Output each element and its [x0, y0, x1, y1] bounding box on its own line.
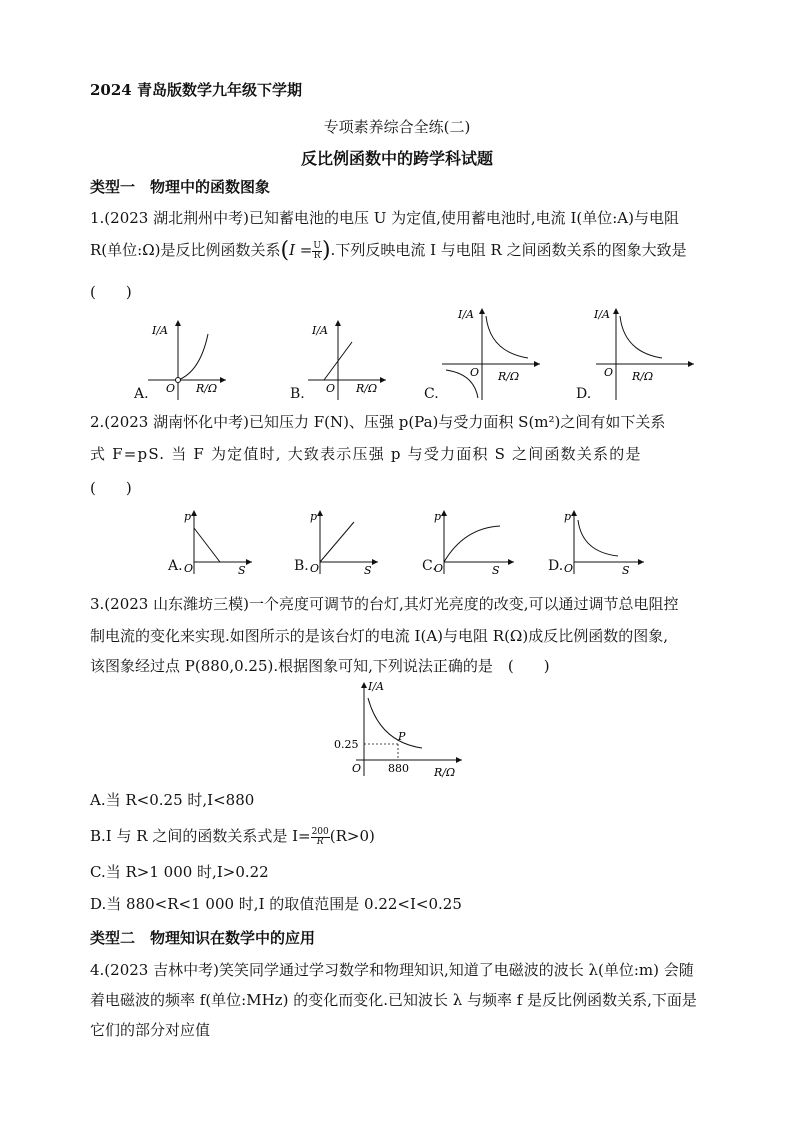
q3-x-tick: 880 [388, 762, 409, 775]
q3-y-tick: 0.25 [334, 738, 359, 751]
q3-option-b-den: R [316, 836, 324, 847]
page-subtitle: 专项素养综合全练(二) [323, 118, 471, 136]
q3-option-b-num: 200 [311, 826, 329, 837]
q3-x-label: R/Ω [434, 766, 456, 779]
q2a-origin: O [184, 562, 194, 575]
q1-option-b: B. [290, 386, 305, 402]
q2a-x-label: S [238, 564, 246, 576]
q2-line-2: 式 F=pS. 当 F 为定值时, 大致表示压强 p 与受力面积 S 之间函数关系的是 [90, 445, 642, 463]
q4-line-2: 着电磁波的频率 f(单位:MHz) 的变化而变化.已知波长 λ 与频率 f 是反比例函数关系,下面是 [90, 991, 697, 1009]
q2d-x-label: S [622, 564, 630, 576]
q1a-y-label: I/A [152, 324, 168, 337]
q2b-y-label: p [310, 510, 318, 523]
q3-graph [330, 676, 470, 780]
q1b-origin: O [326, 382, 336, 395]
q2d-origin: O [564, 562, 574, 575]
q1-graph-d [590, 302, 700, 402]
q1-formula-num: U [313, 240, 321, 251]
q2-graph-c [430, 506, 520, 576]
q1-formula-lhs: I = [289, 241, 313, 259]
q2c-x-label: S [492, 564, 500, 576]
q3-option-b-text: B.I 与 R 之间的函数关系式是 I= [90, 827, 311, 845]
q3-option-a: A.当 R<0.25 时,I<880 [90, 791, 255, 809]
q3-option-c: C.当 R>1 000 时,I>0.22 [90, 863, 269, 881]
q3-origin: O [352, 762, 362, 775]
q1-text-before-formula: R(单位:Ω)是反比例函数关系 [90, 241, 281, 259]
q1a-origin: O [166, 382, 176, 395]
q3-option-d: D.当 880<R<1 000 时,I 的取值范围是 0.22<I<0.25 [90, 895, 462, 913]
series-title: 2024 青岛版数学九年级下学期 [90, 81, 302, 99]
q2-graph-b [302, 506, 382, 576]
q1c-y-label: I/A [458, 308, 474, 321]
q1-answer-blank: ( ) [90, 283, 132, 301]
section-1-title: 类型一 物理中的函数图象 [90, 178, 271, 196]
q4-line-3: 它们的部分对应值 [90, 1021, 211, 1039]
q1-option-c: C. [424, 386, 439, 402]
q1-formula-fraction [312, 242, 322, 261]
q1d-origin: O [604, 366, 614, 379]
q3-line-3: 该图象经过点 P(880,0.25).根据图象可知,下列说法正确的是 ( ) [90, 657, 550, 675]
q1-formula-den: R [313, 250, 321, 261]
q3-option-b [90, 826, 375, 847]
q3-line-2: 制电流的变化来实现.如图所示的是该台灯的电流 I(A)与电阻 R(Ω)成反比例函数的图象, [90, 627, 668, 645]
q1-graph-b [290, 312, 390, 402]
q3-y-label: I/A [368, 680, 384, 693]
q2b-x-label: S [364, 564, 372, 576]
q2-answer-blank: ( ) [90, 479, 132, 497]
q3-option-b-fraction [311, 828, 330, 847]
q2-option-c: C. [422, 558, 437, 574]
q2b-origin: O [310, 562, 320, 575]
q1-graph-c [436, 302, 546, 402]
q2-graph-a [176, 506, 256, 576]
q2-graph-d [560, 506, 650, 576]
q2-option-a: A. [168, 558, 183, 574]
q2a-y-label: p [184, 510, 192, 523]
section-2-title: 类型二 物理知识在数学中的应用 [90, 929, 316, 947]
q1b-y-label: I/A [312, 324, 328, 337]
q1a-x-label: R/Ω [196, 382, 218, 395]
q1b-x-label: R/Ω [356, 382, 378, 395]
q1d-y-label: I/A [594, 308, 610, 321]
q1c-origin: O [470, 366, 480, 379]
q1-option-d: D. [576, 386, 592, 402]
q2c-y-label: p [434, 510, 442, 523]
q3-line-1: 3.(2023 山东潍坊三模)一个亮度可调节的台灯,其灯光亮度的改变,可以通过调节总电阻控 [90, 595, 679, 613]
q1-option-a: A. [134, 386, 149, 402]
q2-line-1: 2.(2023 湖南怀化中考)已知压力 F(N)、压强 p(Pa)与受力面积 S(m²)之间有如下关系 [90, 413, 666, 431]
q1-line-1: 1.(2023 湖北荆州中考)已知蓄电池的电压 U 为定值,使用蓄电池时,电流 I(单位:A)与电阻 [90, 209, 679, 227]
q2-option-b: B. [294, 558, 309, 574]
page-title: 反比例函数中的跨学科试题 [300, 149, 493, 168]
q2c-origin: O [434, 562, 444, 575]
q4-line-1: 4.(2023 吉林中考)笑笑同学通过学习数学和物理知识,知道了电磁波的波长 λ(单位:m) 会随 [90, 961, 694, 979]
q1-line-2: R(单位:Ω)是反比例函数关系(I = $\frac{U}{R}$ ).下列反映电流 I 与电阻 R 之间函数关系的图象大致是 [90, 238, 687, 263]
q3-option-b-domain: (R>0) [329, 827, 375, 845]
q2d-y-label: p [564, 510, 572, 523]
q3-point-label: P [398, 730, 406, 743]
q1c-x-label: R/Ω [498, 370, 520, 383]
q1-text-after-formula: .下列反映电流 I 与电阻 R 之间函数关系的图象大致是 [330, 241, 687, 259]
q2-option-d: D. [548, 558, 564, 574]
q1d-x-label: R/Ω [632, 370, 654, 383]
